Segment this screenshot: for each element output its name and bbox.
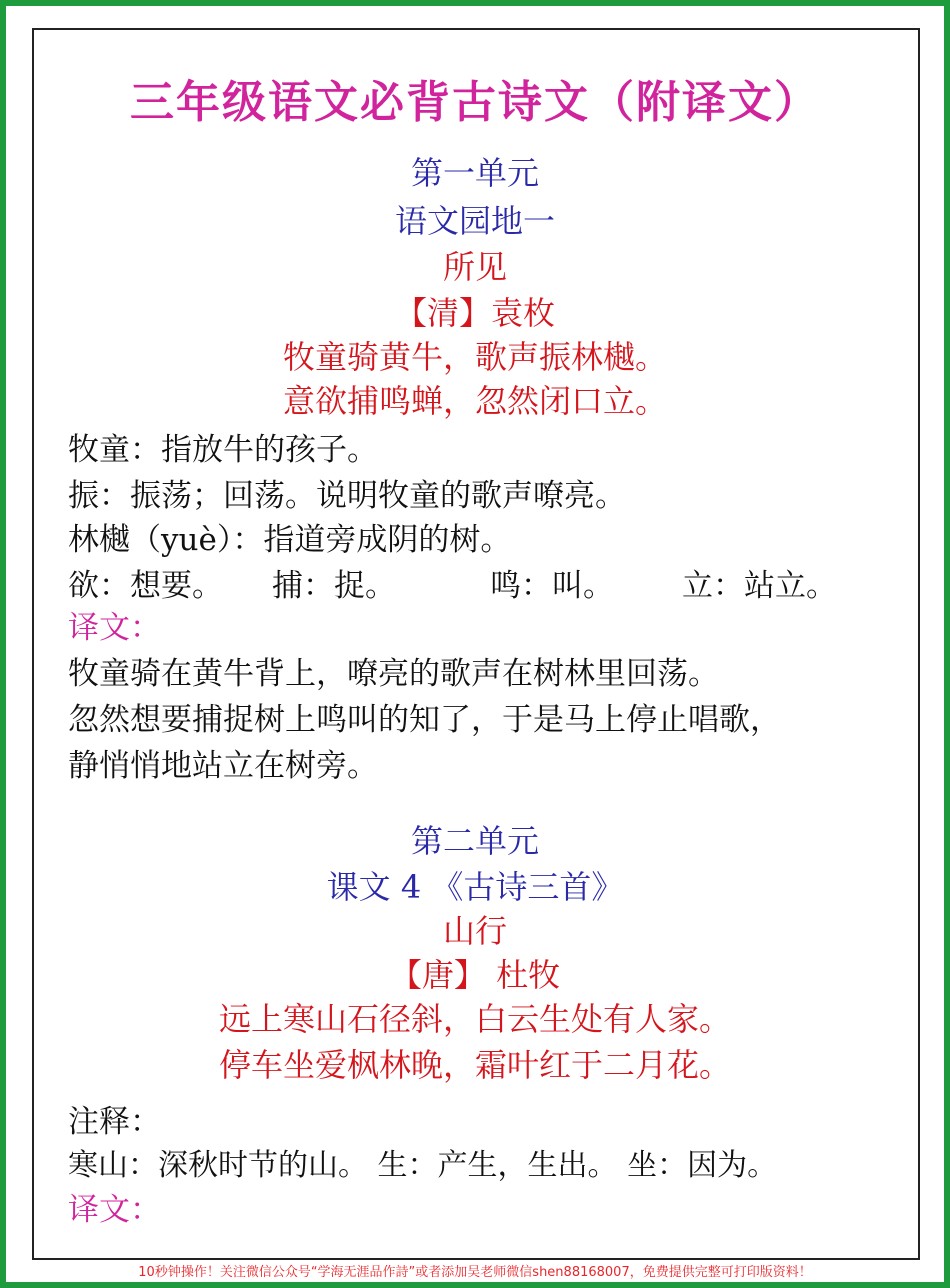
translation-line: 静悄悄地站立在树旁。 — [68, 748, 378, 784]
poem-author-2: 【唐】 杜牧 — [389, 956, 561, 994]
poem-author-1: 【清】袁枚 — [394, 294, 555, 332]
notes-label-2: 注释： — [68, 1104, 161, 1140]
definition-item: 立：站立。 — [682, 568, 837, 604]
notes-line-2: 寒山：深秋时节的山。 生：产生，生出。 坐：因为。 — [68, 1148, 778, 1183]
lesson-heading-2: 课文 4 《古诗三首》 — [326, 868, 624, 906]
translation-label-1: 译文： — [68, 610, 161, 646]
poem-verse-1-2: 意欲捕鸣蝉，忽然闭口立。 — [282, 382, 667, 420]
unit-heading-2: 第二单元 — [410, 822, 539, 860]
unit-heading-1: 第一单元 — [410, 154, 539, 192]
lesson-heading-1: 语文园地一 — [394, 202, 555, 240]
poem-title-1: 所见 — [442, 248, 507, 286]
footer-promo: 10秒钟操作！关注微信公众号“学海无涯品作詩”或者添加吴老师微信shen88168007，免费提供完整可打印版资料！ — [138, 1265, 812, 1280]
translation-line: 忽然想要捕捉树上鸣叫的知了，于是马上停止唱歌， — [68, 702, 781, 738]
definition-item: 捕：捉。 — [272, 568, 396, 604]
poem-verse-2-2: 停车坐爱枫林晚，霜叶红于二月花。 — [218, 1046, 731, 1084]
note-line: 林樾（yuè）：指道旁成阴的树。 — [68, 522, 512, 558]
definition-item: 欲：想要。 — [68, 568, 223, 604]
note-line: 牧童：指放牛的孩子。 — [68, 432, 378, 468]
translation-line: 牧童骑在黄牛背上，嘹亮的歌声在树林里回荡。 — [68, 656, 719, 692]
definitions-row — [68, 560, 837, 605]
poem-verse-2-1: 远上寒山石径斜，白云生处有人家。 — [218, 1000, 731, 1038]
definition-item: 鸣：叫。 — [490, 568, 614, 604]
poem-title-2: 山行 — [442, 912, 507, 950]
translation-label-2: 译文： — [68, 1192, 161, 1228]
poem-verse-1-1: 牧童骑黄牛，歌声振林樾。 — [282, 338, 667, 376]
note-line: 振：振荡；回荡。说明牧童的歌声嘹亮。 — [68, 478, 626, 514]
page-title: 三年级语文必背古诗文（附译文） — [130, 77, 820, 128]
